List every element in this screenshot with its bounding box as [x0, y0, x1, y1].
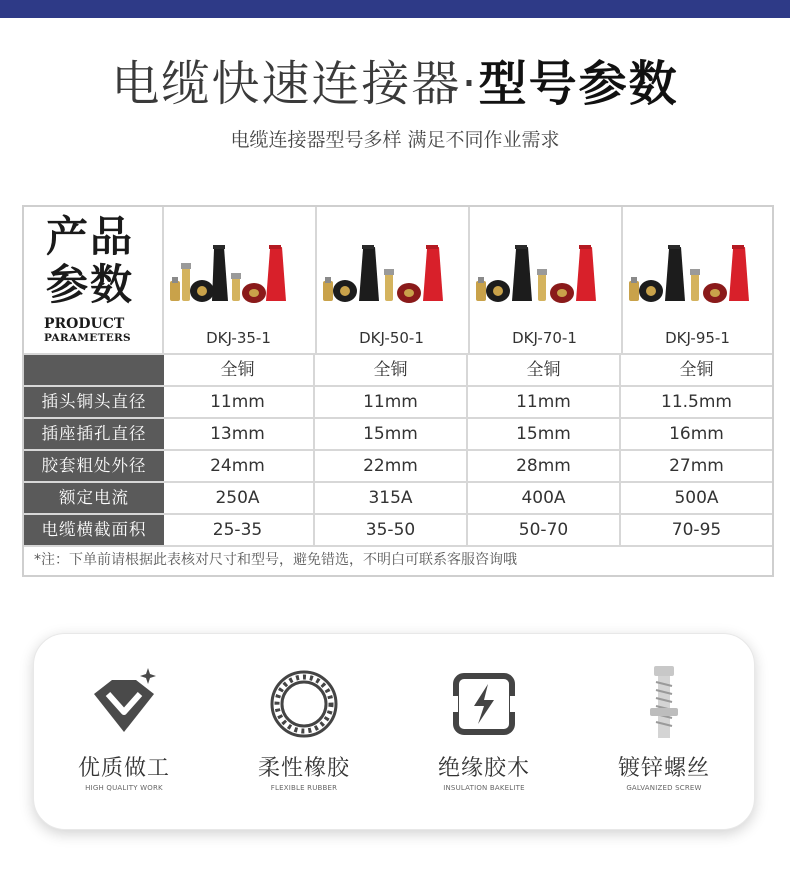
material-cell: 全铜	[679, 360, 714, 380]
row-label: 插座插孔直径	[24, 419, 164, 449]
screw-icon	[624, 664, 704, 744]
table-cell: 13mm	[210, 424, 265, 444]
product-column	[162, 207, 313, 353]
corner-title-line1: 产品	[46, 212, 135, 261]
feature-item	[574, 634, 754, 829]
diamond-icon	[84, 664, 164, 744]
connector-set-image	[625, 237, 771, 309]
product-column	[315, 207, 466, 353]
material-cell: 全铜	[526, 360, 561, 380]
feature-title: 绝缘胶木	[437, 756, 530, 781]
table-cell: 28mm	[516, 456, 571, 476]
feature-subtitle: FLEXIBLE RUBBER	[270, 784, 338, 792]
row-label: 插头铜头直径	[24, 387, 164, 417]
row-label: 额定电流	[24, 483, 164, 513]
row-label: 电缆横截面积	[24, 515, 164, 545]
table-cell: 35-50	[365, 520, 416, 540]
corner-title-line2: 参数	[46, 260, 135, 309]
corner-english	[44, 317, 131, 345]
row-label: 胶套粗处外径	[24, 451, 164, 481]
feature-title: 柔性橡胶	[257, 756, 350, 781]
corner-english-line2: PARAMETERS	[44, 332, 131, 344]
feature-subtitle: HIGH QUALITY WORK	[85, 784, 163, 792]
table-cell: 11mm	[516, 392, 571, 412]
table-cell: 11mm	[363, 392, 418, 412]
model-name: DKJ-70-1	[512, 329, 577, 347]
product-column	[468, 207, 619, 353]
feature-title: 优质做工	[77, 756, 170, 781]
rubber-ring-icon	[264, 664, 344, 744]
material-cell: 全铜	[220, 360, 255, 380]
table-cell: 315A	[368, 488, 413, 508]
connector-set-graphic	[323, 245, 443, 303]
connector-set-image	[472, 237, 618, 309]
feature-item	[214, 634, 394, 829]
feature-item	[394, 634, 574, 829]
title-light: 电缆快速连接器·	[111, 56, 479, 112]
table-note: *注：下单前请根据此表核对尺寸和型号，避免错选，不明白可联系客服咨询哦	[34, 552, 517, 568]
feature-item	[34, 634, 214, 829]
table-corner	[24, 207, 164, 353]
connector-set-image	[166, 237, 312, 309]
connector-set-graphic	[170, 245, 286, 303]
label-cell-blank	[24, 355, 164, 385]
table-cell: 15mm	[363, 424, 418, 444]
table-cell: 16mm	[669, 424, 724, 444]
table-cell: 50-70	[518, 520, 569, 540]
page-title	[0, 48, 790, 120]
model-name: DKJ-95-1	[665, 329, 730, 347]
table-cell: 250A	[215, 488, 260, 508]
model-name: DKJ-50-1	[359, 329, 424, 347]
corner-title	[46, 213, 134, 309]
title-bold: 型号参数	[478, 56, 679, 112]
table-cell: 70-95	[671, 520, 722, 540]
table-cell: 25-35	[212, 520, 263, 540]
feature-subtitle: INSULATION BAKELITE	[443, 784, 525, 792]
table-cell: 24mm	[210, 456, 265, 476]
top-accent-bar	[0, 0, 790, 18]
connector-set-image	[319, 237, 465, 309]
table-cell: 400A	[521, 488, 566, 508]
material-cell: 全铜	[373, 360, 408, 380]
model-name: DKJ-35-1	[206, 329, 271, 347]
lightning-insulation-icon	[444, 664, 524, 744]
table-cell: 15mm	[516, 424, 571, 444]
feature-title: 镀锌螺丝	[617, 756, 710, 781]
connector-set-graphic	[629, 245, 749, 303]
corner-english-line1: PRODUCT	[44, 316, 125, 332]
page-subtitle: 电缆连接器型号多样 满足不同作业需求	[230, 129, 560, 151]
table-cell: 500A	[674, 488, 719, 508]
features-panel	[33, 633, 755, 830]
table-cell: 11mm	[210, 392, 265, 412]
connector-set-graphic	[476, 245, 596, 303]
product-column	[621, 207, 772, 353]
row-divider	[24, 545, 772, 547]
table-cell: 27mm	[669, 456, 724, 476]
feature-subtitle: GALVANIZED SCREW	[626, 784, 702, 792]
parameters-table	[22, 205, 774, 577]
table-cell: 22mm	[363, 456, 418, 476]
table-cell: 11.5mm	[661, 392, 732, 412]
